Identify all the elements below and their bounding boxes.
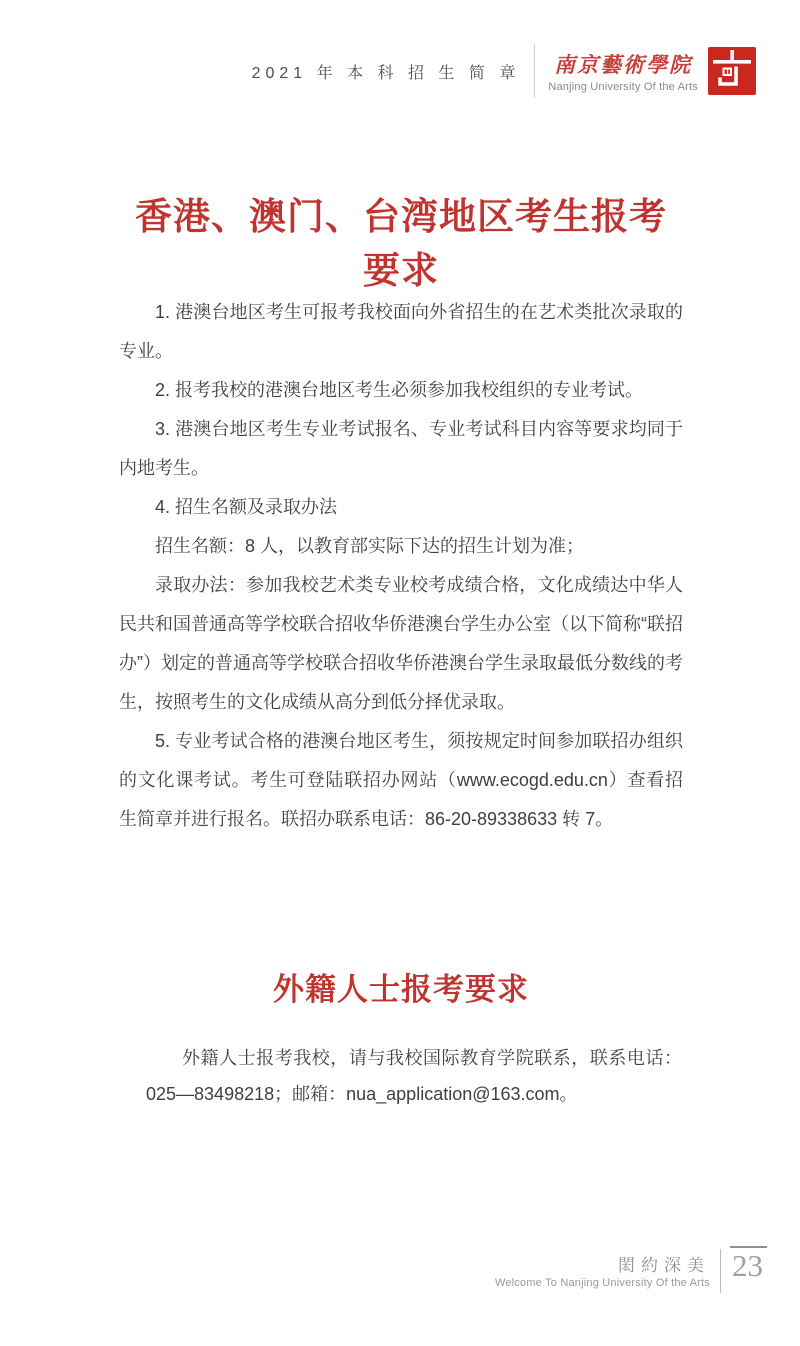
footer-welcome-text: Welcome To Nanjing University Of the Arts xyxy=(494,1277,710,1289)
university-logo xyxy=(548,49,698,93)
footer-divider xyxy=(720,1249,721,1293)
footer-text-block xyxy=(495,1251,710,1289)
hmt-paragraph-1: 1. 港澳台地区考生可报考我校面向外省招生的在艺术类批次录取的专业。 xyxy=(119,302,683,361)
hmt-paragraph-4: 4. 招生名额及录取办法 xyxy=(155,497,338,517)
page-number: 23 xyxy=(730,1246,767,1284)
foreign-paragraph: 外籍人士报考我校，请与我校国际教育学院联系，联系电话：025—83498218；邮箱：nua_application@163.com。 xyxy=(146,1048,682,1104)
foreign-paragraphs xyxy=(146,1040,682,1112)
university-name-cn: 南京藝術學院 xyxy=(554,52,693,77)
page-footer xyxy=(495,1246,767,1293)
hmt-paragraph-5: 5. 专业考试合格的港澳台地区考生，须按规定时间参加联招办组织的文化课考试。考生可登陆联招办网站（www.ecogd.edu.cn）查看招生简章并进行报名。联招办联系电话：86-20-89338633 转 7。 xyxy=(119,731,683,829)
hmt-paragraph-2: 2. 报考我校的港澳台地区考生必须参加我校组织的专业考试。 xyxy=(155,380,644,400)
header-divider xyxy=(534,44,535,98)
section-title-hmt: 香港、澳门、台湾地区考生报考要求 xyxy=(135,194,667,292)
school-motto: 閎約深美 xyxy=(618,1256,710,1276)
brochure-title: 2021 年 本 科 招 生 简 章 xyxy=(251,64,521,82)
hmt-paragraphs xyxy=(119,293,683,839)
university-seal-icon xyxy=(708,47,756,95)
hmt-paragraph-admission: 录取办法：参加我校艺术类专业校考成绩合格，文化成绩达中华人民共和国普通高等学校联合招收华侨港澳台学生办公室（以下简称“联招办”）划定的普通高等学校联合招收华侨港澳台学生录取最低分数线的考生，按照考生的文化成绩从高分到低分择优录取。 xyxy=(119,575,683,712)
page-header xyxy=(252,44,756,98)
section-title-foreign: 外籍人士报考要求 xyxy=(273,972,529,1008)
hmt-paragraph-3: 3. 港澳台地区考生专业考试报名、专业考试科目内容等要求均同于内地考生。 xyxy=(119,419,683,478)
university-name-en: Nanjing University Of the Arts xyxy=(548,81,698,93)
hmt-paragraph-quota: 招生名额：8 人，以教育部实际下达的招生计划为准； xyxy=(155,536,585,556)
